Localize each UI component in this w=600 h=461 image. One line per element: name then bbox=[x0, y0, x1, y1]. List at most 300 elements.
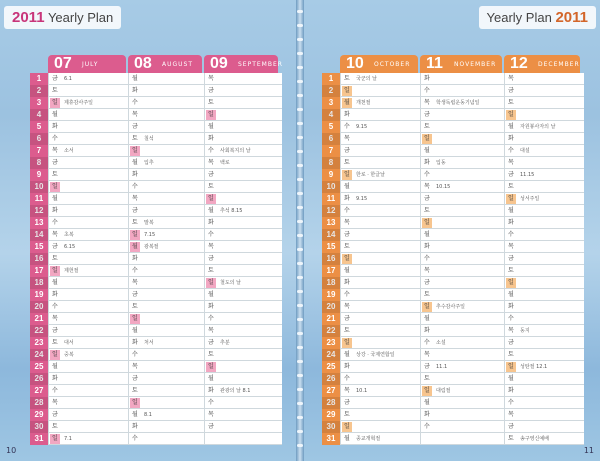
day-cell[interactable] bbox=[48, 409, 128, 421]
binding-hole bbox=[297, 108, 303, 111]
page-number: 11 bbox=[583, 446, 594, 455]
day-number: 22 bbox=[322, 325, 340, 337]
day-cell[interactable] bbox=[128, 301, 204, 313]
day-cell[interactable] bbox=[340, 85, 420, 97]
day-cell[interactable] bbox=[420, 301, 504, 313]
day-cell[interactable] bbox=[48, 421, 128, 433]
day-cell[interactable] bbox=[128, 373, 204, 385]
day-cell[interactable] bbox=[340, 169, 420, 181]
day-cell[interactable] bbox=[340, 265, 420, 277]
day-cell[interactable] bbox=[420, 277, 504, 289]
day-row bbox=[30, 121, 282, 133]
day-cell[interactable] bbox=[128, 229, 204, 241]
day-cell[interactable] bbox=[504, 361, 582, 373]
day-cell[interactable] bbox=[420, 157, 504, 169]
day-number: 31 bbox=[322, 433, 340, 445]
event-text: 10.15 bbox=[436, 184, 451, 190]
day-cell[interactable] bbox=[48, 157, 128, 169]
day-cell[interactable] bbox=[48, 253, 128, 265]
day-cell[interactable] bbox=[420, 217, 504, 229]
day-cell[interactable] bbox=[420, 181, 504, 193]
day-cell[interactable] bbox=[204, 409, 280, 421]
day-cell[interactable] bbox=[420, 97, 504, 109]
day-cell[interactable] bbox=[340, 373, 420, 385]
weekday-label: 토 bbox=[132, 219, 138, 226]
day-cell[interactable] bbox=[504, 169, 582, 181]
day-cell[interactable] bbox=[420, 241, 504, 253]
binding-hole bbox=[297, 94, 303, 97]
day-cell[interactable] bbox=[340, 421, 420, 433]
day-cell[interactable] bbox=[128, 349, 204, 361]
binding-hole bbox=[297, 290, 303, 293]
page-title bbox=[479, 6, 596, 29]
day-cell[interactable] bbox=[504, 373, 582, 385]
day-number: 26 bbox=[322, 373, 340, 385]
binding-hole bbox=[297, 206, 303, 209]
day-cell[interactable] bbox=[340, 325, 420, 337]
month-number: 10 bbox=[346, 55, 364, 72]
day-cell[interactable] bbox=[504, 73, 582, 85]
weekday-label: 수 bbox=[344, 123, 350, 130]
weekday-label: 월 bbox=[52, 279, 58, 286]
day-cell[interactable] bbox=[48, 217, 128, 229]
day-cell[interactable] bbox=[420, 205, 504, 217]
day-cell[interactable] bbox=[340, 349, 420, 361]
weekday-label: 금 bbox=[52, 327, 58, 334]
event-text: 추석 8.15 bbox=[220, 208, 243, 214]
title-text: Yearly Plan bbox=[47, 10, 114, 25]
day-row bbox=[322, 73, 584, 85]
day-cell[interactable] bbox=[48, 133, 128, 145]
binding-hole bbox=[297, 192, 303, 195]
weekday-label: 금 bbox=[208, 87, 214, 94]
day-cell[interactable] bbox=[420, 373, 504, 385]
day-cell[interactable] bbox=[204, 205, 280, 217]
binding-hole bbox=[297, 248, 303, 251]
weekday-label: 금 bbox=[424, 195, 430, 202]
day-cell[interactable] bbox=[504, 145, 582, 157]
month-tab[interactable] bbox=[128, 55, 202, 73]
day-cell[interactable] bbox=[204, 337, 280, 349]
day-cell[interactable] bbox=[340, 181, 420, 193]
weekday-label: 목 bbox=[424, 99, 430, 106]
day-cell[interactable] bbox=[128, 361, 204, 373]
day-row bbox=[30, 193, 282, 205]
day-cell[interactable] bbox=[128, 145, 204, 157]
day-cell[interactable] bbox=[420, 145, 504, 157]
month-tab[interactable] bbox=[204, 55, 283, 73]
day-cell[interactable] bbox=[204, 325, 280, 337]
day-cell[interactable] bbox=[504, 181, 582, 193]
day-cell[interactable] bbox=[128, 205, 204, 217]
weekday-label: 월 bbox=[208, 207, 214, 214]
weekday-label: 일 bbox=[52, 435, 58, 442]
day-cell[interactable] bbox=[48, 265, 128, 277]
weekday-label: 토 bbox=[52, 87, 58, 94]
day-cell[interactable] bbox=[204, 301, 280, 313]
day-cell[interactable] bbox=[340, 337, 420, 349]
day-row bbox=[322, 325, 584, 337]
day-cell[interactable] bbox=[504, 193, 582, 205]
day-cell[interactable] bbox=[340, 73, 420, 85]
day-row bbox=[30, 217, 282, 229]
day-cell[interactable] bbox=[48, 73, 128, 85]
day-row bbox=[30, 253, 282, 265]
day-cell[interactable] bbox=[504, 277, 582, 289]
weekday-label: 일 bbox=[52, 351, 58, 358]
day-cell[interactable] bbox=[420, 229, 504, 241]
binding-hole bbox=[297, 346, 303, 349]
day-cell[interactable] bbox=[128, 73, 204, 85]
day-cell[interactable] bbox=[204, 277, 280, 289]
month-name: AUGUST bbox=[162, 61, 194, 68]
day-cell[interactable] bbox=[128, 277, 204, 289]
day-cell[interactable] bbox=[48, 289, 128, 301]
day-cell[interactable] bbox=[204, 373, 280, 385]
day-cell[interactable] bbox=[504, 397, 582, 409]
day-cell[interactable] bbox=[204, 181, 280, 193]
weekday-label: 수 bbox=[52, 387, 58, 394]
day-number: 31 bbox=[30, 433, 48, 445]
day-cell[interactable] bbox=[48, 193, 128, 205]
event-text: 중복 bbox=[64, 352, 74, 358]
day-cell[interactable] bbox=[420, 349, 504, 361]
event-text: 제헌절 bbox=[64, 268, 79, 274]
day-row bbox=[30, 385, 282, 397]
weekday-label: 일 bbox=[508, 195, 514, 202]
day-cell[interactable] bbox=[340, 157, 420, 169]
day-cell[interactable] bbox=[420, 421, 504, 433]
day-cell[interactable] bbox=[504, 433, 582, 445]
day-cell[interactable] bbox=[48, 325, 128, 337]
binding-hole bbox=[297, 136, 303, 139]
day-cell[interactable] bbox=[48, 373, 128, 385]
day-cell[interactable] bbox=[420, 133, 504, 145]
day-cell[interactable] bbox=[48, 433, 128, 445]
day-cell[interactable] bbox=[204, 193, 280, 205]
day-cell[interactable] bbox=[48, 205, 128, 217]
weekday-label: 일 bbox=[424, 387, 430, 394]
day-cell[interactable] bbox=[504, 385, 582, 397]
day-cell[interactable] bbox=[204, 109, 280, 121]
weekday-label: 목 bbox=[52, 315, 58, 322]
day-cell[interactable] bbox=[420, 253, 504, 265]
day-cell[interactable] bbox=[420, 193, 504, 205]
day-number: 10 bbox=[30, 181, 48, 193]
day-cell[interactable] bbox=[504, 409, 582, 421]
day-cell[interactable] bbox=[504, 325, 582, 337]
weekday-label: 수 bbox=[344, 375, 350, 382]
day-cell[interactable] bbox=[420, 337, 504, 349]
day-cell[interactable] bbox=[128, 433, 204, 445]
day-row bbox=[322, 205, 584, 217]
day-cell[interactable] bbox=[340, 241, 420, 253]
day-cell[interactable] bbox=[504, 229, 582, 241]
day-cell[interactable] bbox=[48, 337, 128, 349]
day-cell[interactable] bbox=[204, 265, 280, 277]
day-cell[interactable] bbox=[504, 301, 582, 313]
day-cell[interactable] bbox=[204, 121, 280, 133]
day-cell[interactable] bbox=[420, 397, 504, 409]
day-cell[interactable] bbox=[504, 157, 582, 169]
weekday-label: 금 bbox=[424, 279, 430, 286]
day-cell[interactable] bbox=[420, 325, 504, 337]
event-text: 광복절 bbox=[144, 244, 159, 250]
month-name: DECEMBER bbox=[538, 61, 580, 68]
day-cell[interactable] bbox=[504, 205, 582, 217]
day-cell[interactable] bbox=[420, 169, 504, 181]
weekday-label: 화 bbox=[52, 375, 58, 382]
day-cell[interactable] bbox=[340, 121, 420, 133]
event-text: 10.1 bbox=[356, 388, 368, 394]
day-cell[interactable] bbox=[128, 289, 204, 301]
weekday-label: 목 bbox=[132, 363, 138, 370]
day-cell[interactable] bbox=[48, 85, 128, 97]
day-cell[interactable] bbox=[128, 109, 204, 121]
weekday-label: 토 bbox=[424, 207, 430, 214]
day-cell[interactable] bbox=[420, 109, 504, 121]
event-text: 대설 bbox=[520, 148, 530, 154]
day-cell[interactable] bbox=[340, 229, 420, 241]
day-cell[interactable] bbox=[340, 145, 420, 157]
weekday-label: 목 bbox=[132, 111, 138, 118]
day-cell[interactable] bbox=[128, 169, 204, 181]
event-text: 성서주일 bbox=[520, 196, 540, 202]
weekday-label: 일 bbox=[132, 231, 138, 238]
day-cell[interactable] bbox=[48, 349, 128, 361]
day-cell[interactable] bbox=[504, 253, 582, 265]
day-number: 15 bbox=[322, 241, 340, 253]
day-row bbox=[30, 301, 282, 313]
day-cell[interactable] bbox=[420, 385, 504, 397]
day-cell[interactable] bbox=[204, 313, 280, 325]
day-row bbox=[30, 73, 282, 85]
day-cell[interactable] bbox=[204, 157, 280, 169]
day-cell[interactable] bbox=[420, 361, 504, 373]
day-cell[interactable] bbox=[340, 289, 420, 301]
day-cell[interactable] bbox=[128, 181, 204, 193]
day-cell[interactable] bbox=[128, 97, 204, 109]
day-cell[interactable] bbox=[420, 289, 504, 301]
day-cell[interactable] bbox=[48, 121, 128, 133]
weekday-label: 일 bbox=[208, 111, 214, 118]
day-cell[interactable] bbox=[340, 397, 420, 409]
day-row bbox=[322, 121, 584, 133]
day-cell[interactable] bbox=[340, 133, 420, 145]
day-cell[interactable] bbox=[420, 409, 504, 421]
day-cell[interactable] bbox=[48, 97, 128, 109]
day-cell[interactable] bbox=[204, 217, 280, 229]
weekday-label: 화 bbox=[508, 387, 514, 394]
day-cell[interactable] bbox=[48, 361, 128, 373]
day-cell[interactable] bbox=[128, 409, 204, 421]
month-tab[interactable] bbox=[48, 55, 126, 73]
day-cell[interactable] bbox=[504, 85, 582, 97]
weekday-label: 토 bbox=[208, 183, 214, 190]
day-cell[interactable] bbox=[420, 121, 504, 133]
weekday-label: 화 bbox=[132, 423, 138, 430]
event-text: 초복 bbox=[64, 232, 74, 238]
day-cell[interactable] bbox=[504, 109, 582, 121]
day-cell[interactable] bbox=[204, 241, 280, 253]
day-cell[interactable] bbox=[340, 205, 420, 217]
weekday-label: 토 bbox=[344, 75, 350, 82]
weekday-label: 월 bbox=[52, 363, 58, 370]
day-row bbox=[30, 433, 282, 445]
day-cell[interactable] bbox=[340, 97, 420, 109]
day-cell[interactable] bbox=[204, 397, 280, 409]
day-cell[interactable] bbox=[48, 385, 128, 397]
day-cell[interactable] bbox=[340, 301, 420, 313]
weekday-label: 화 bbox=[424, 75, 430, 82]
weekday-label: 수 bbox=[132, 183, 138, 190]
weekday-label: 월 bbox=[344, 267, 350, 274]
day-cell[interactable] bbox=[340, 253, 420, 265]
month-name: OCTOBER bbox=[374, 61, 411, 68]
weekday-label: 수 bbox=[52, 135, 58, 142]
day-number: 29 bbox=[30, 409, 48, 421]
day-cell[interactable] bbox=[128, 337, 204, 349]
day-cell[interactable] bbox=[340, 409, 420, 421]
weekday-label: 목 bbox=[508, 75, 514, 82]
day-cell[interactable] bbox=[204, 385, 280, 397]
day-cell[interactable] bbox=[48, 169, 128, 181]
page-title bbox=[4, 6, 121, 29]
day-cell[interactable] bbox=[128, 217, 204, 229]
weekday-label: 목 bbox=[344, 219, 350, 226]
day-cell[interactable] bbox=[420, 265, 504, 277]
day-cell[interactable] bbox=[204, 229, 280, 241]
day-cell[interactable] bbox=[128, 85, 204, 97]
day-cell[interactable] bbox=[204, 169, 280, 181]
day-cell[interactable] bbox=[204, 85, 280, 97]
event-text: 관광의 날 8.1 bbox=[220, 388, 251, 394]
weekday-label: 금 bbox=[52, 411, 58, 418]
day-cell[interactable] bbox=[48, 313, 128, 325]
day-cell[interactable] bbox=[128, 385, 204, 397]
weekday-label: 화 bbox=[52, 123, 58, 130]
day-cell[interactable] bbox=[204, 289, 280, 301]
binding-hole bbox=[297, 430, 303, 433]
day-cell[interactable] bbox=[48, 241, 128, 253]
day-cell[interactable] bbox=[420, 73, 504, 85]
day-cell[interactable] bbox=[128, 325, 204, 337]
weekday-label: 일 bbox=[208, 279, 214, 286]
day-cell[interactable] bbox=[504, 217, 582, 229]
day-cell[interactable] bbox=[504, 337, 582, 349]
day-cell[interactable] bbox=[420, 433, 504, 445]
day-cell[interactable] bbox=[204, 361, 280, 373]
weekday-label: 화 bbox=[424, 411, 430, 418]
weekday-label: 화 bbox=[344, 363, 350, 370]
weekday-label: 목 bbox=[208, 327, 214, 334]
day-cell[interactable] bbox=[204, 349, 280, 361]
day-cell[interactable] bbox=[204, 145, 280, 157]
day-cell[interactable] bbox=[204, 421, 280, 433]
day-cell[interactable] bbox=[128, 157, 204, 169]
day-cell[interactable] bbox=[128, 397, 204, 409]
day-cell[interactable] bbox=[128, 265, 204, 277]
day-cell[interactable] bbox=[504, 265, 582, 277]
weekday-label: 금 bbox=[344, 147, 350, 154]
day-cell[interactable] bbox=[504, 349, 582, 361]
month-tab[interactable] bbox=[340, 55, 418, 73]
day-row bbox=[322, 145, 584, 157]
day-number: 13 bbox=[322, 217, 340, 229]
day-number: 28 bbox=[30, 397, 48, 409]
day-cell[interactable] bbox=[48, 109, 128, 121]
day-cell[interactable] bbox=[204, 73, 280, 85]
day-number: 5 bbox=[30, 121, 48, 133]
day-row bbox=[30, 373, 282, 385]
day-cell[interactable] bbox=[504, 241, 582, 253]
day-cell[interactable] bbox=[340, 313, 420, 325]
day-cell[interactable] bbox=[504, 289, 582, 301]
day-cell[interactable] bbox=[340, 433, 420, 445]
event-text: 송구영신예배 bbox=[520, 436, 549, 442]
weekday-label: 목 bbox=[508, 411, 514, 418]
day-cell[interactable] bbox=[340, 385, 420, 397]
day-number: 25 bbox=[322, 361, 340, 373]
day-cell[interactable] bbox=[340, 361, 420, 373]
day-cell[interactable] bbox=[340, 277, 420, 289]
day-cell[interactable] bbox=[128, 133, 204, 145]
day-cell[interactable] bbox=[340, 109, 420, 121]
weekday-label: 목 bbox=[52, 147, 58, 154]
day-cell[interactable] bbox=[48, 229, 128, 241]
binding-hole bbox=[297, 262, 303, 265]
weekday-label: 금 bbox=[424, 363, 430, 370]
day-cell[interactable] bbox=[48, 145, 128, 157]
day-cell[interactable] bbox=[504, 121, 582, 133]
day-cell[interactable] bbox=[128, 253, 204, 265]
day-cell[interactable] bbox=[128, 421, 204, 433]
day-cell[interactable] bbox=[128, 313, 204, 325]
day-number: 24 bbox=[30, 349, 48, 361]
day-cell[interactable] bbox=[504, 313, 582, 325]
day-cell[interactable] bbox=[204, 97, 280, 109]
day-row bbox=[322, 433, 584, 445]
day-cell[interactable] bbox=[48, 277, 128, 289]
day-cell[interactable] bbox=[48, 301, 128, 313]
day-cell[interactable] bbox=[340, 193, 420, 205]
day-cell[interactable] bbox=[204, 133, 280, 145]
weekday-label: 토 bbox=[424, 123, 430, 130]
weekday-label: 일 bbox=[52, 183, 58, 190]
day-cell[interactable] bbox=[204, 253, 280, 265]
day-cell[interactable] bbox=[504, 421, 582, 433]
day-cell[interactable] bbox=[128, 121, 204, 133]
day-cell[interactable] bbox=[504, 133, 582, 145]
day-cell[interactable] bbox=[128, 241, 204, 253]
day-cell[interactable] bbox=[340, 217, 420, 229]
day-cell[interactable] bbox=[420, 85, 504, 97]
day-cell[interactable] bbox=[128, 193, 204, 205]
day-cell[interactable] bbox=[48, 181, 128, 193]
weekday-label: 목 bbox=[208, 411, 214, 418]
day-number: 26 bbox=[30, 373, 48, 385]
day-row bbox=[322, 313, 584, 325]
month-tab[interactable] bbox=[420, 55, 502, 73]
day-cell[interactable] bbox=[420, 313, 504, 325]
day-cell[interactable] bbox=[504, 97, 582, 109]
weekday-label: 월 bbox=[344, 351, 350, 358]
month-tab[interactable] bbox=[504, 55, 580, 73]
weekday-label: 일 bbox=[508, 111, 514, 118]
day-number: 18 bbox=[322, 277, 340, 289]
day-cell[interactable] bbox=[48, 397, 128, 409]
day-cell[interactable] bbox=[204, 433, 280, 445]
